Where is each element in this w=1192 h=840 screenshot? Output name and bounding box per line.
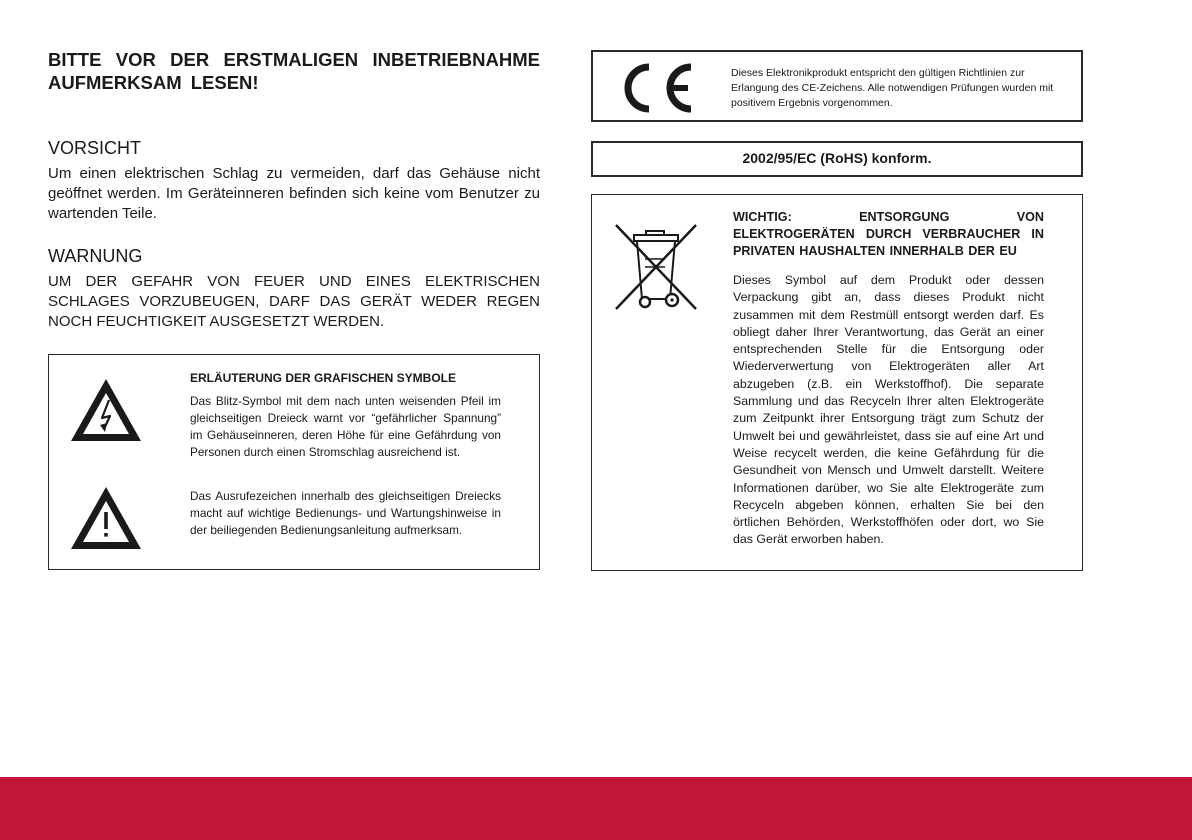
symbols-title: ERLÄUTERUNG DER GRAFISCHEN SYMBOLE [190, 371, 457, 385]
footer-bar [0, 777, 1192, 840]
ce-mark-icon [615, 60, 697, 116]
warnung-section [48, 246, 540, 332]
ce-text: Dieses Elektronikprodukt entspricht den gültigen Richtlinien zur Erlangung des CE-Zeichens. Alle notwendigen Prüfungen wurden mit positivem Ergebnis vorgenommen. [731, 67, 1054, 109]
warnung-text: UM DER GEFAHR VON FEUER UND EINES ELEKTRISCHEN SCHLAGES VORZUBEUGEN, DARF DAS GERÄT WEDER REGEN NOCH FEUCHTIGKEIT AUSGESETZT WERDEN. [48, 273, 540, 330]
lightning-symbol-text: Das Blitz-Symbol mit dem nach unten weisenden Pfeil im gleichseitigen Dreieck warnt vor “gefährlicher Spannung” im Gehäuseinneren, deren Höhe für eine Gefährdung von Personen durch einen Stromschlag ausreichend ist. [190, 394, 501, 459]
weee-title: WICHTIG: ENTSORGUNG VON ELEKTROGERÄTEN DURCH VERBRAUCHER IN PRIVATEN HAUSHALTEN INNERHALB DER EU [733, 210, 1044, 258]
crossed-out-wheelie-bin-icon [612, 221, 700, 313]
vorsicht-text: Um einen elektrischen Schlag zu vermeiden, darf das Gehäuse nicht geöffnet werden. Im Geräteinneren befinden sich keine vom Benutzer zu wartenden Teile. [48, 165, 540, 222]
warnung-heading: WARNUNG [48, 246, 143, 266]
rohs-box [591, 141, 1083, 177]
rohs-text: 2002/95/EC (RoHS) konform. [742, 150, 932, 166]
weee-text: Dieses Symbol auf dem Produkt oder dessen Verpackung gibt an, dass dieses Produkt nicht zusammen mit dem Restmüll entsorgt werden darf. Es obliegt daher Ihrer Verantwortung, das Gerät an einer entsprechenden Stelle für die Entsorgung oder Wiederverwertung von Elektrogeräten aller Art abzugeben (z.B. ein Werkstoffhof). Die separate Sammlung und das Recyceln Ihrer alten Elektrogeräte zum Zeitpunkt ihrer Entsorgung trägt zum Schutz der Umwelt bei und gewährleistet, dass sie auf eine Art und Weise recycelt werden, die keine Gefährdung für die Gesundheit von Mensch und Umwelt darstellt. Weitere Informationen darüber, wo Sie alte Elektrogeräte zum Recyceln abgeben können, erhalten Sie bei den örtlichen Behörden, Werkstoffhöfen oder dort, wo Sie das Gerät erworben haben. [733, 273, 1044, 547]
ce-box [591, 50, 1083, 122]
main-heading: BITTE VOR DER ERSTMALIGEN INBETRIEBNAHME AUFMERKSAM LESEN! [48, 49, 540, 93]
symbols-explanation-box [48, 354, 540, 570]
vorsicht-section [48, 138, 540, 224]
exclamation-symbol-text: Das Ausrufezeichen innerhalb des gleichseitigen Dreiecks macht auf wichtige Bedienungs- und Wartungshinweise in der beiliegenden Bedienungsanleitung aufmerksam. [190, 489, 501, 537]
vorsicht-heading: VORSICHT [48, 138, 142, 158]
weee-box [591, 194, 1083, 571]
left-column [48, 48, 540, 537]
high-voltage-warning-icon [69, 377, 143, 443]
caution-warning-icon [69, 485, 143, 551]
